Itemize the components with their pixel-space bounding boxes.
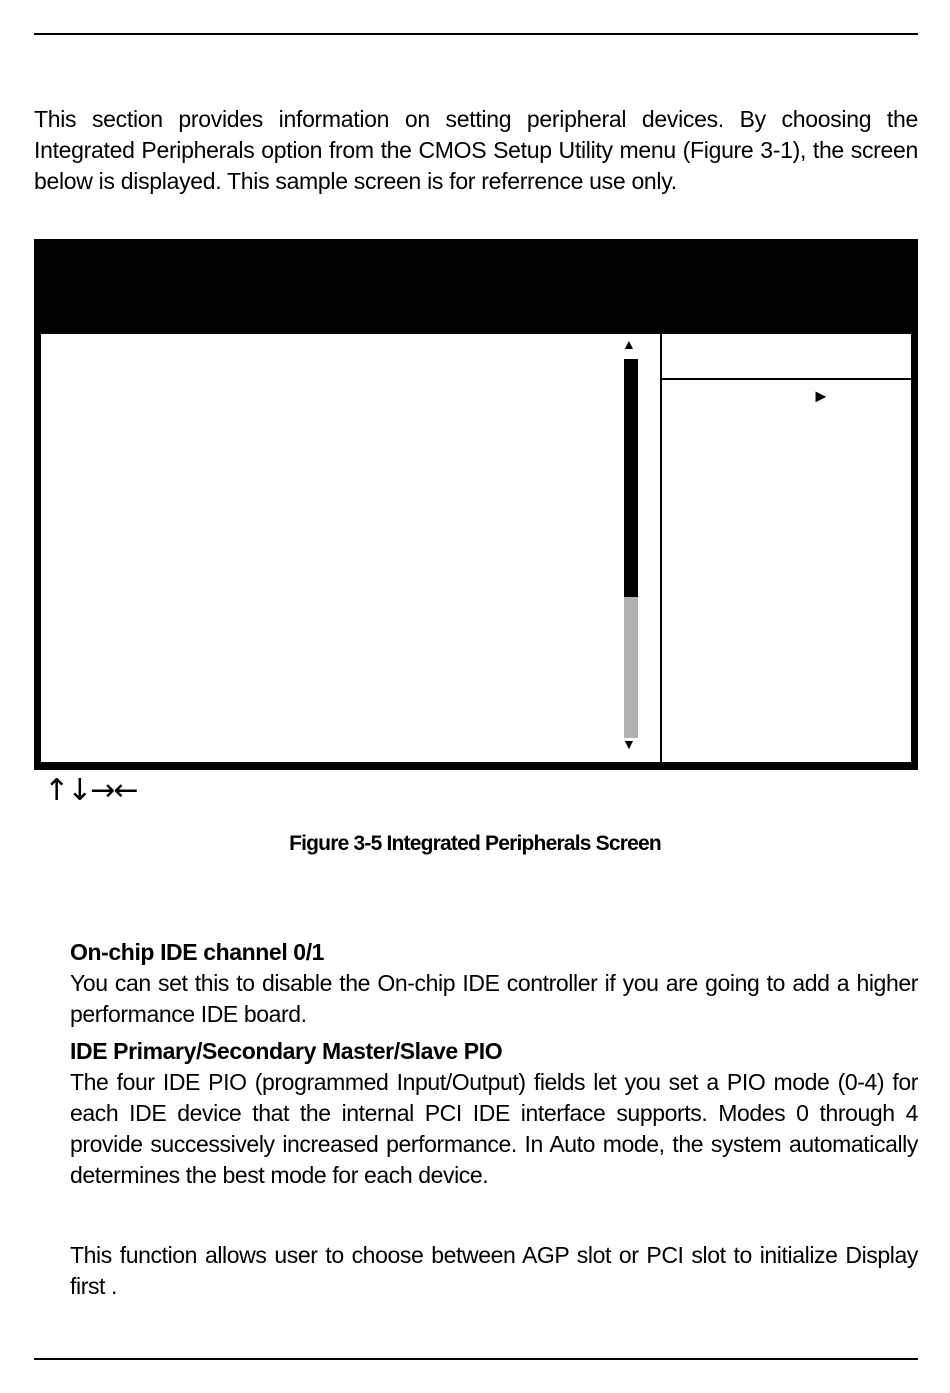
figure-caption: Figure 3-5 Integrated Peripherals Screen [289, 832, 661, 855]
section-list [70, 937, 918, 1308]
scrollbar-thumb[interactable] [624, 359, 638, 597]
bios-content-area [41, 334, 911, 762]
navigation-keys-icon: ↑↓→← [44, 773, 137, 808]
intro-paragraph: This section provides information on setting peripheral devices. By choosing the Integrated Peripherals option from the CMOS Setup Utility menu (Figure 3-1), the screen below is displayed. This sample screen is for referrence use only. [34, 106, 918, 194]
scroll-down-arrow-icon[interactable]: ▼ [622, 736, 636, 752]
bottom-rule [34, 1358, 918, 1360]
submenu-pointer-icon: ► [812, 386, 830, 406]
help-panel-divider [662, 378, 911, 380]
scrollbar-track[interactable] [624, 597, 638, 738]
bios-screen [34, 239, 918, 770]
section-body-init-display: This function allows user to choose between AGP slot or PCI slot to initialize Display first . [70, 1242, 918, 1299]
scroll-up-arrow-icon[interactable]: ▲ [622, 336, 636, 352]
section-body-ide-channel: You can set this to disable the On-chip IDE controller if you are going to add a higher performance IDE board. [70, 970, 918, 1027]
section-body-ide-pio: The four IDE PIO (programmed Input/Output) fields let you set a PIO mode (0-4) for each IDE device that the internal PCI IDE interface supports. Modes 0 through 4 provide successively increased performance. In Auto mode, the system automatically determines the best mode for each device. [70, 1069, 918, 1188]
top-rule [34, 33, 918, 35]
section-title-ide-channel: On-chip IDE channel 0/1 [70, 939, 325, 965]
section-title-ide-pio: IDE Primary/Secondary Master/Slave PIO [70, 1038, 503, 1064]
item-help-panel [660, 334, 911, 762]
